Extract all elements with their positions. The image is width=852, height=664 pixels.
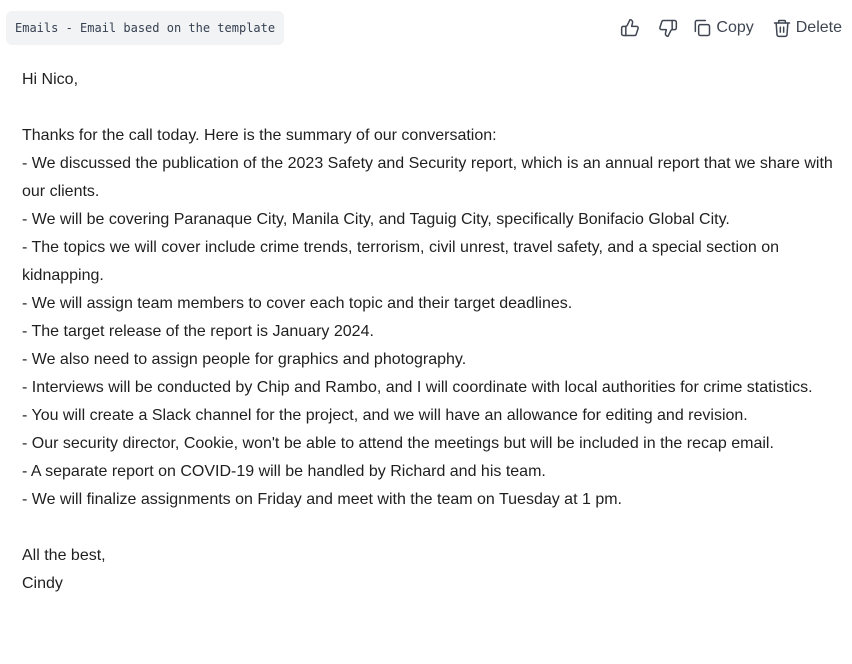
copy-button[interactable] (692, 15, 753, 41)
trash-icon (772, 18, 792, 38)
email-greeting: Hi Nico, (22, 71, 79, 88)
summary-point: - We also need to assign people for graphics and photography. (22, 351, 467, 368)
thumbs-up-icon (620, 18, 640, 38)
copy-icon (692, 18, 712, 38)
summary-point: - We discussed the publication of the 2023 Safety and Security report, which is an annual report that we share with our clients. (22, 155, 838, 200)
template-tag: Emails - Email based on the template (6, 11, 284, 45)
action-bar (618, 14, 842, 42)
email-intro: Thanks for the call today. Here is the summary of our conversation: (22, 127, 497, 144)
summary-point: - Interviews will be conducted by Chip and Rambo, and I will coordinate with local authorities for crime statistics. (22, 379, 813, 396)
summary-point: - We will be covering Paranaque City, Manila City, and Taguig City, specifically Bonifacio Global City. (22, 211, 730, 228)
summary-point: - The topics we will cover include crime trends, terrorism, civil unrest, travel safety, and a special section on kidnapping. (22, 239, 784, 284)
summary-point: - A separate report on COVID-19 will be handled by Richard and his team. (22, 463, 546, 480)
summary-point: - The target release of the report is January 2024. (22, 323, 374, 340)
thumbs-down-icon (658, 18, 678, 38)
blank-line (22, 94, 844, 122)
email-signature: Cindy (22, 575, 63, 592)
thumbs-down-button[interactable] (656, 15, 680, 41)
blank-line (22, 514, 844, 542)
summary-point: - You will create a Slack channel for the project, and we will have an allowance for editing and revision. (22, 407, 748, 424)
summary-point: - Our security director, Cookie, won't be able to attend the meetings but will be included in the recap email. (22, 435, 774, 452)
email-body (22, 66, 844, 598)
email-closing: All the best, (22, 547, 106, 564)
delete-button[interactable] (772, 15, 842, 41)
summary-point: - We will finalize assignments on Friday and meet with the team on Tuesday at 1 pm. (22, 491, 622, 508)
response-header (0, 0, 852, 56)
summary-point: - We will assign team members to cover each topic and their target deadlines. (22, 295, 573, 312)
delete-label: Delete (795, 19, 842, 36)
thumbs-up-button[interactable] (618, 15, 642, 41)
copy-label: Copy (716, 19, 754, 36)
